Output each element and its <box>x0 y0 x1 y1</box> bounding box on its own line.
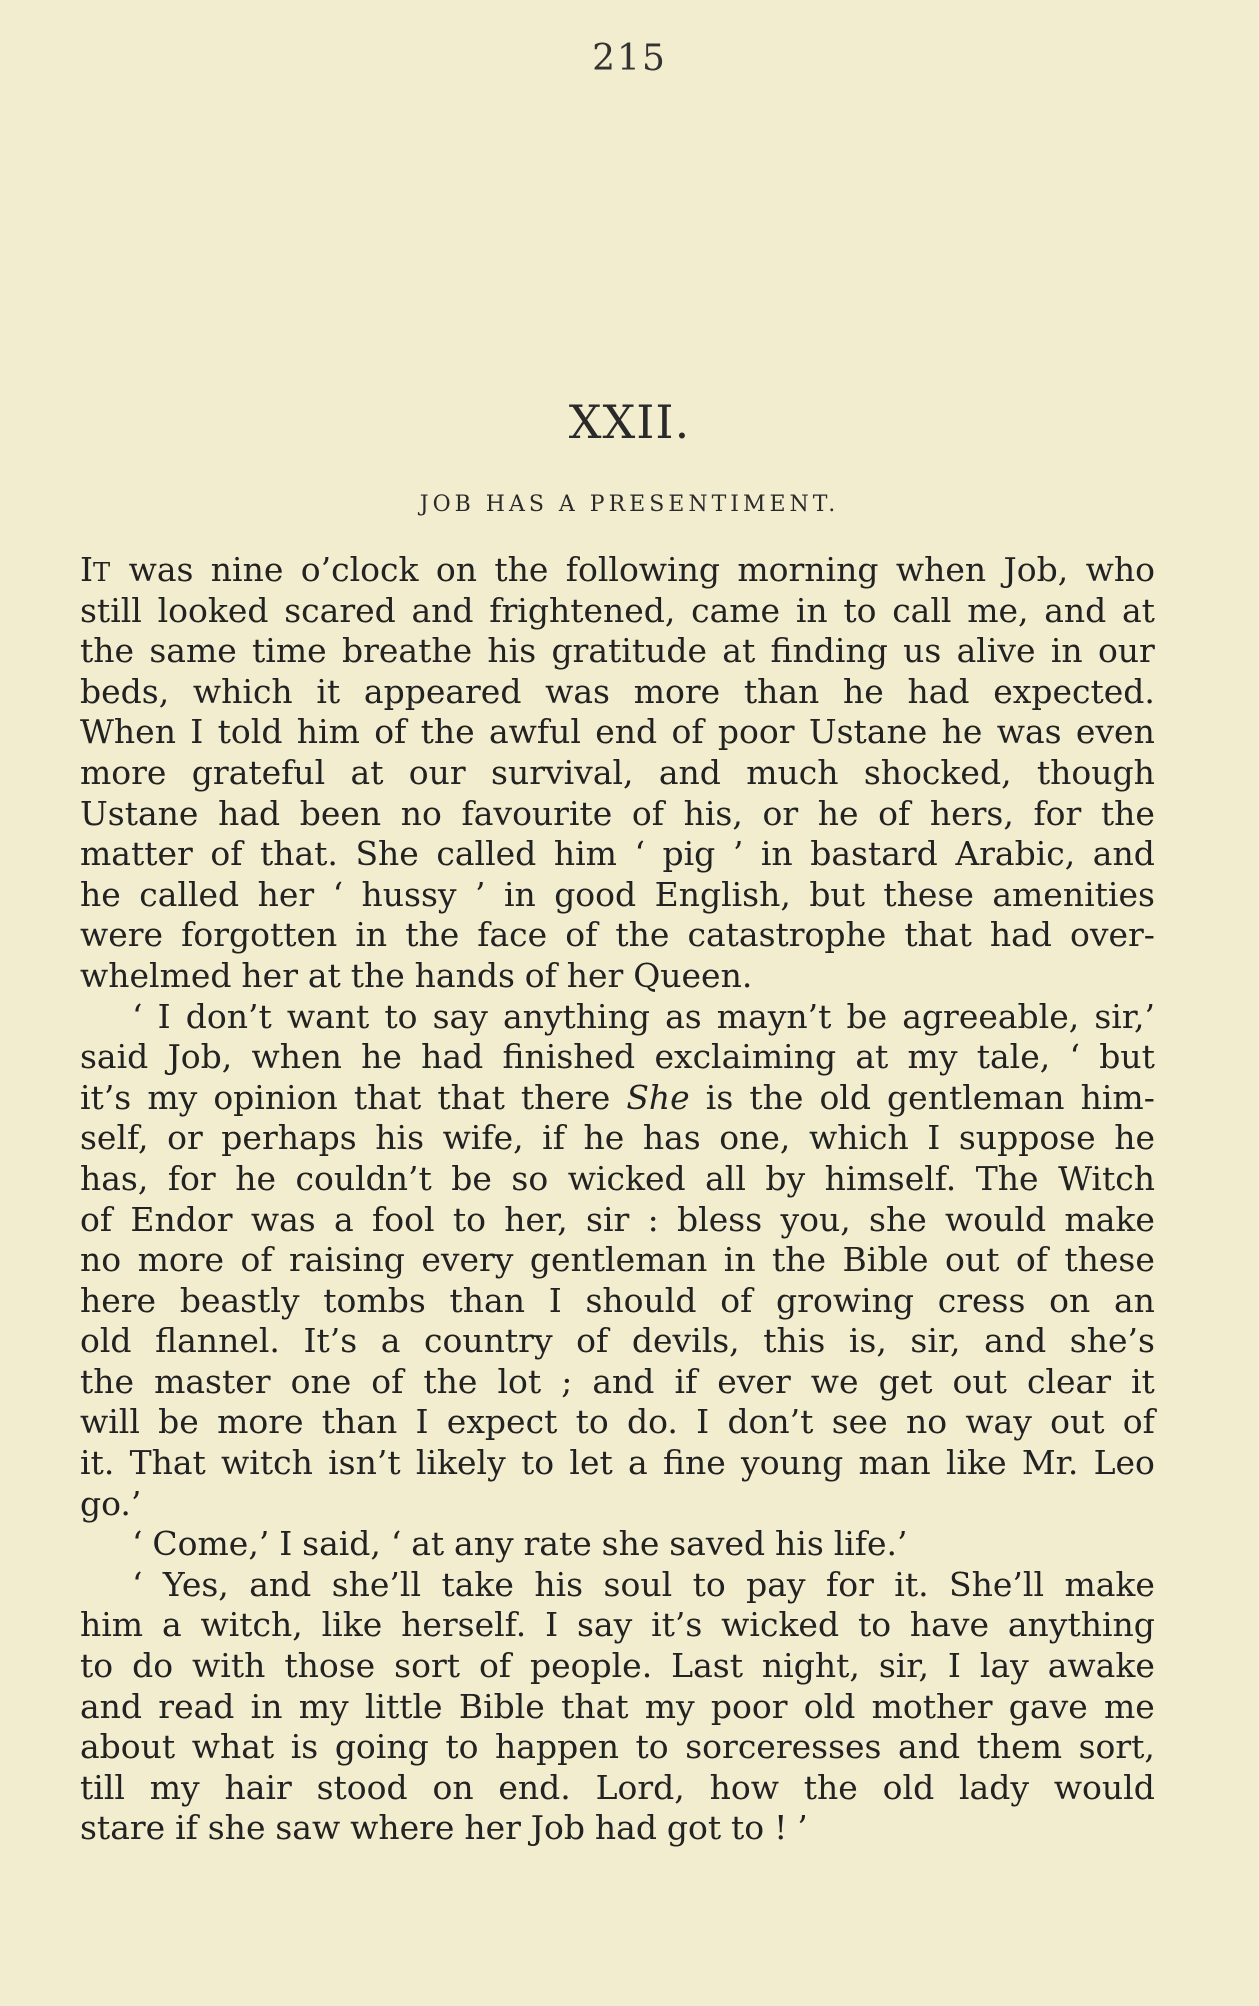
text-line: When I told him of the awful end of poor Ustane he was even <box>80 712 1155 752</box>
text-line: IT was nine o’clock on the following morning when Job, who <box>80 550 1155 589</box>
text-line: and read in my little Bible that my poor old mother gave me <box>80 1686 1155 1726</box>
text-line: to do with those sort of people. Last night, sir, I lay awake <box>80 1646 1155 1686</box>
text-line: he called her ‘ hussy ’ in good English, but these amenities <box>80 874 1155 914</box>
text-line: whelmed her at the hands of her Queen. <box>80 955 753 995</box>
text-line: go.’ <box>80 1483 142 1523</box>
text-line: ‘ Come,’ I said, ‘ at any rate she saved his life.’ <box>132 1524 908 1564</box>
italic-word: She <box>626 1077 690 1117</box>
opening-small-caps: IT <box>80 550 112 589</box>
text-line: Ustane had been no favourite of his, or he of hers, for the <box>80 793 1155 833</box>
chapter-title: JOB HAS A PRESENTIMENT. <box>419 492 840 517</box>
text-line: beds, which it appeared was more than he had expected. <box>80 671 1155 711</box>
text-line: more grateful at our survival, and much shocked, though <box>80 752 1155 792</box>
text-line: the same time breathe his gratitude at finding us alive in our <box>80 631 1155 671</box>
text-line: no more of raising every gentleman in the Bible out of these <box>80 1240 1155 1280</box>
text-line: still looked scared and frightened, came in to call me, and at <box>80 590 1155 630</box>
text-line: will be more than I expect to do. I don’t see no way out of <box>80 1402 1155 1442</box>
text-line: of Endor was a fool to her, sir : bless you, she would make <box>80 1199 1155 1239</box>
text-line: matter of that. She called him ‘ pig ’ in bastard Arabic, and <box>80 834 1155 874</box>
body-text <box>80 550 1155 1849</box>
text-line: till my hair stood on end. Lord, how the old lady would <box>80 1767 1155 1807</box>
text-line: stare if she saw where her Job had got to ! ’ <box>80 1808 808 1848</box>
page-number: 215 <box>592 38 667 79</box>
text-line: him a witch, like herself. I say it’s wicked to have anything <box>80 1605 1155 1645</box>
text-line: ‘ I don’t want to say anything as mayn’t be agreeable, sir,’ <box>132 996 1155 1036</box>
text-line: it’s my opinion that that there She is the old gentleman him- <box>80 1077 1155 1117</box>
text-line: self, or perhaps his wife, if he has one, which I suppose he <box>80 1118 1155 1158</box>
text-line: here beastly tombs than I should of growing cress on an <box>80 1280 1155 1320</box>
text-line: it. That witch isn’t likely to let a fine young man like Mr. Leo <box>80 1443 1155 1483</box>
text-line: has, for he couldn’t be so wicked all by himself. The Witch <box>80 1158 1155 1198</box>
chapter-number: XXII. <box>568 395 691 449</box>
text-line: ‘ Yes, and she’ll take his soul to pay for it. She’ll make <box>132 1564 1155 1604</box>
text-line: about what is going to happen to sorceresses and them sort, <box>80 1727 1155 1767</box>
text-line: said Job, when he had finished exclaiming at my tale, ‘ but <box>80 1037 1155 1077</box>
text-line: old flannel. It’s a country of devils, this is, sir, and she’s <box>80 1321 1155 1361</box>
text-line: were forgotten in the face of the catastrophe that had over- <box>80 915 1155 955</box>
text-line: the master one of the lot ; and if ever we get out clear it <box>80 1361 1155 1401</box>
